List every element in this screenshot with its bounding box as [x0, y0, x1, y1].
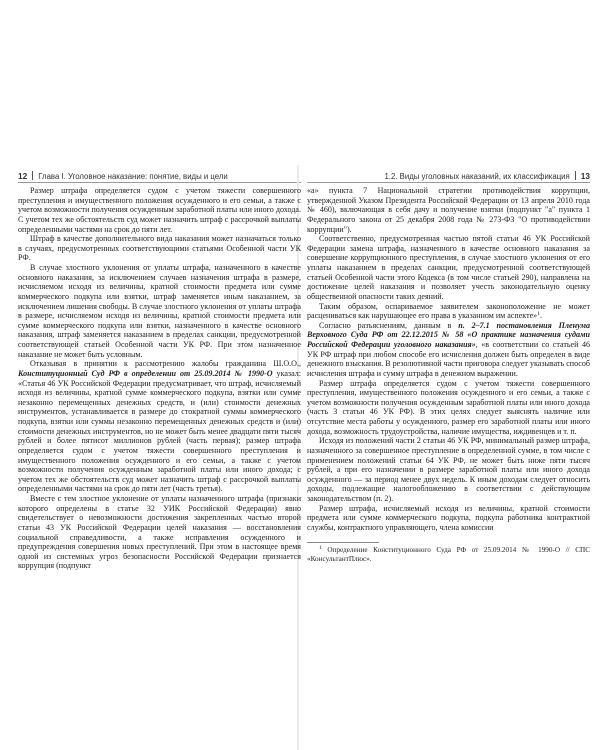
paragraph-text: Отказывая в принятии к рассмотрению жалобы гражданина Ш.О.О., — [30, 359, 301, 369]
left-running-title: Глава I. Уголовное наказание: понятие, виды и цели — [38, 172, 228, 181]
paragraph: В случае злостного уклонения от уплаты штрафа, назначенного в качестве основного наказания, за исключением случаев назначения штрафа в размере, исчисляемом исходя из величины, кратной стоимости предмета или сумме коммерческого подкупа или взятки, штраф заменяется иным наказанием, за исключением лишения свободы. В случае злостного уклонения от уплаты штрафа в размере, исчисляемом исходя из величины, кратной стоимости предмета или сумме коммерческого подкупа или взятки, назначенного в качестве основного наказания, штраф заменяется наказанием в пределах санкции, предусмотренной соответствующей статьей Особенной части УК РФ. При этом назначенное наказание не может быть условным. — [18, 263, 301, 359]
paragraph: Штраф в качестве дополнительного вида наказания может назначаться только в случаях, предусмотренных соответствующими статьями Особенной части УК РФ. — [18, 234, 301, 263]
right-running-title: 1.2. Виды уголовных наказаний, их классификация — [384, 172, 570, 181]
paragraph: Размер штрафа определяется судом с учетом тяжести совершенного преступления, имущественного положения осужденного и его семьи, а также с учетом возможности получения осужденным заработной платы или иного дохода (часть 3 статьи 46 УК РФ). В этих целях следует выяснять наличие или отсутствие места работы у осужденного, размер его заработной платы или иного дохода, возможность трудоустройства, наличие имущества, иждивенцев и т. п. — [307, 378, 590, 436]
right-page-number: 13 — [580, 171, 590, 181]
paragraph-text: , «в соответствии со статьей 46 УК РФ штраф при любом способе его исчисления должен быть определен в виде денежного взыскания. В резолютивной части приговора следует указывать способ исчисления штрафа и сумму штрафа в денежном выражении. — [307, 340, 590, 378]
paragraph-ks-ruling — [18, 359, 301, 494]
paragraph: Размер штрафа, исчисляемый исходя из величины, кратной стоимости предмета или сумме коммерческого подкупа, подкупа работника контрактной службы, контрактного управляющего, члена комиссии — [307, 503, 590, 532]
right-page — [307, 170, 590, 740]
paragraph: Вместе с тем злостное уклонение от уплаты назначенного штрафа (признаки которого определены в статье 32 УИК Российской Федерации) явно свидетельствует о невозможности достижения закрепленных частью второй статьи 43 УК Российской Федерации целей наказания — восстановления социальной справедливости, а также исправления осужденного и предупреждения совершения новых преступлений. При этом в настоящее время одной из системных угроз безопасности Российской Федерации признается коррупция (подпункт — [18, 494, 301, 571]
paragraph-plenum — [307, 321, 590, 379]
left-page-body — [18, 186, 301, 571]
right-page-body — [307, 186, 590, 564]
footnote-reference[interactable]: 1 — [537, 311, 540, 318]
footnote-number: 1 — [319, 544, 322, 551]
plenum-citation: п. 2–7.1 постановления Пленума Верховного Суда РФ от 22.12.2015 № 58 «О практике назначения судами Российской Федерации уголовного наказания» — [307, 320, 590, 349]
paragraph-text: Согласно разъяснениям, данным в — [319, 320, 459, 330]
left-page — [18, 170, 301, 740]
paragraph: Размер штрафа определяется судом с учетом тяжести совершенного преступления и имущественного положения осужденного и его семьи, а также с учетом возможности получения осужденным заработной платы или иного дохода. С учетом тех же обстоятельств суд может назначить штраф с рассрочкой выплаты определенными частями на срок до пяти лет. — [18, 186, 301, 234]
footnote — [307, 546, 590, 564]
footnote-text: Определение Конституционного Суда РФ от 25.09.2014 № 1990-О // СПС «КонсультантПлюс». — [307, 545, 591, 563]
footnote-divider — [307, 542, 379, 543]
paragraph-text: Таким образом, оспариваемое заявителем законоположение не может расцениваться как нарушающее его права в указанном им аспекте» — [307, 301, 590, 321]
paragraph-text: указал: «Статья 46 УК Российской Федерации предусматривает, что штраф, исчисляемый исходя из величины, кратной сумме коммерческого подкупа, взятки или сумме незаконно перемещенных денежных средств, и (или) стоимости денежных инструментов, устанавливается в размере до стократной суммы коммерческого подкупа, взятки или суммы незаконно перемещенных денежных средств и (или) стоимости денежных инструментов, но не может быть менее двадцати пяти тысяч рублей и более пятисот миллионов рублей (часть первая); размер штрафа определяется судом с учетом тяжести совершенного преступления и имущественного положения осужденного и его семьи, а также с учетом возможности получения осужденным заработной платы или иного дохода; с учетом тех же обстоятельств суд может назначить штраф с рассрочкой выплаты определенными частями на срок до пяти лет (часть третья). — [18, 368, 302, 494]
ks-citation: Конституционный Суд РФ в определении от 25.09.2014 № 1990-О — [18, 368, 273, 378]
paragraph: Соответственно, предусмотренная частью пятой статьи 46 УК Российской Федерации замена штрафа, назначенного в качестве основного наказания за совершение коррупционного преступления, в случае злостного уклонения от его уплаты наказанием в пределах санкции, предусмотренной соответствующей статьей Особенной части этого Кодекса (в том числе статьей 290), направлена на достижение целей наказания и позволяет учесть законодательную оценку общественной опасности таких деяний. — [307, 234, 590, 301]
paragraph: «а» пункта 7 Национальной стратегии противодействия коррупции, утвержденной Указом Президента Российской Федерации от 13 апреля 2010 года № 460), включающая в себя дачу и получение взятки (подпункт "а" пункта 1 Федерального закона от 25 декабря 2008 года № 273-ФЗ "О противодействии коррупции"). — [307, 186, 590, 234]
left-page-number: 12 — [18, 171, 28, 181]
paragraph: Исходя из положений части 2 статьи 46 УК РФ, минимальный размер штрафа, назначенного за совершенное преступление в определенной сумме, в том числе с применением положений статьи 64 УК РФ, не может быть ниже пяти тысяч рублей, а при его назначении в размере заработной платы или иного дохода осужденного — за период менее двух недель. К иным доходам следует относить доходы, подлежащие налогообложению в соответствии с действующим законодательством (п. 2). — [307, 436, 590, 503]
paragraph-text: . — [539, 311, 542, 321]
paragraph-conclusion — [307, 302, 590, 321]
